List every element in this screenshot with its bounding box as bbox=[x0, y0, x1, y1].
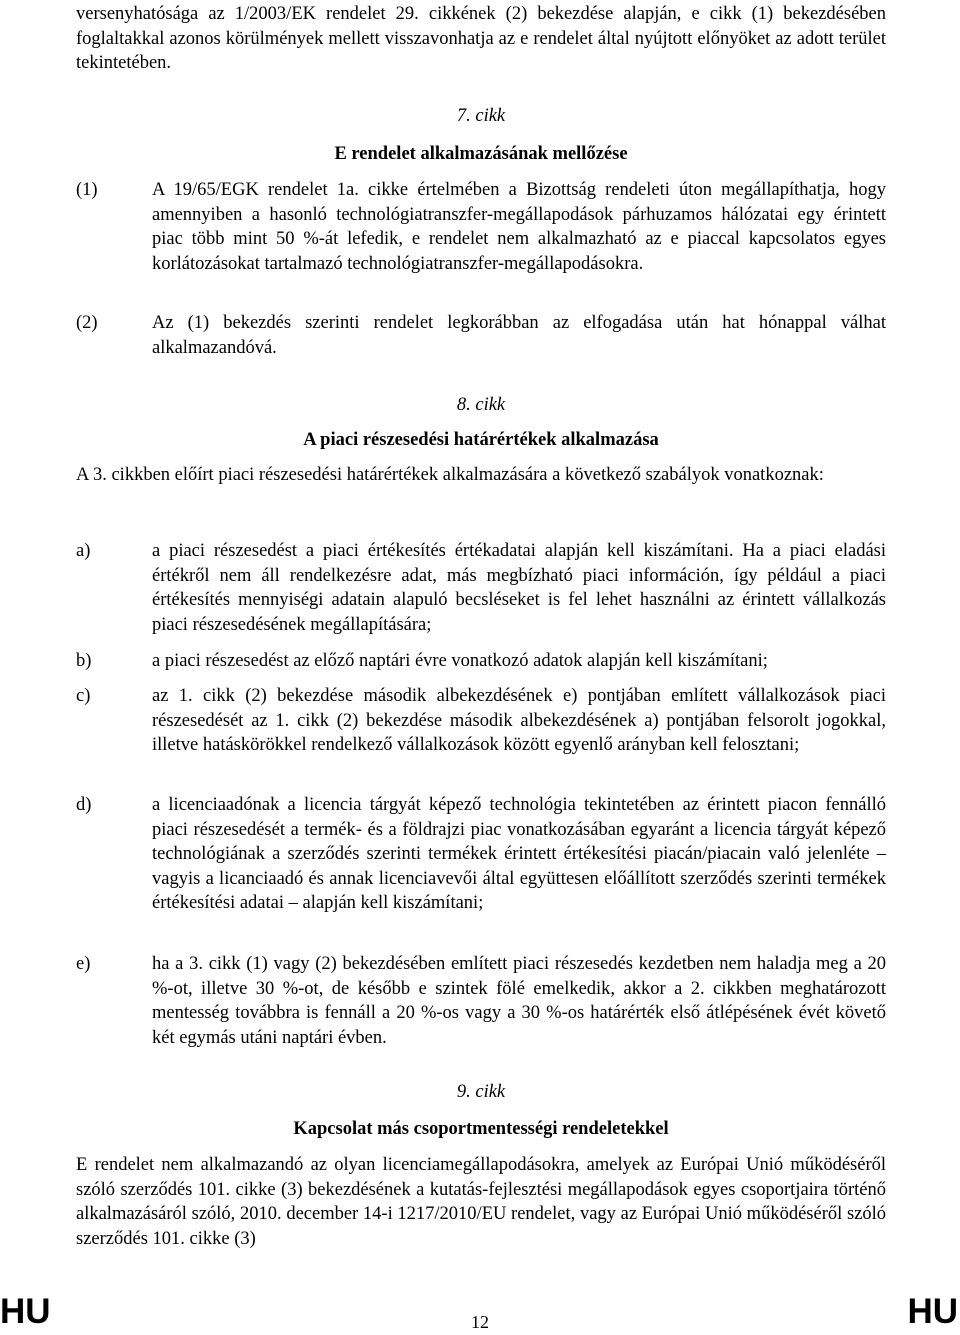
article-8-number: 8. cikk bbox=[456, 395, 506, 415]
article-7-para-1-text: A 19/65/EGK rendelet 1a. cikke értelmében a Bizottság rendeleti úton megállapíthatja, hogy amennyiben a hasonló technológiatranszfer-megállapodások párhuzamos hálózatai egy érintett piac több mint 50 %-át lefedik, e rendelet nem alkalmazható az e piaccal kapcsolatos egyes korlátozásokat tartalmazó technológiatranszfer-megállapodásokra. bbox=[152, 180, 886, 274]
list-item-d-text: a licenciaadónak a licencia tárgyát képező technológia tekintetében az érintett piacon fennálló piaci részesedését a termék- és a földrajzi piac vonatkozásában egyaránt a licencia tárgyát képező technológiának a szerződés szerinti termékek érintett értékesítési piacán/piacain való jelenléte – vagyis a licanciaadó és annak licenciavevői által együttesen előállított szerződés szerinti termékek értékesítési adatai – alapján kell kiszámítani; bbox=[152, 795, 886, 914]
list-item-a-label: a) bbox=[76, 541, 91, 561]
list-item-e-text: ha a 3. cikk (1) vagy (2) bekezdésében említett piaci részesedés kezdetben nem haladja meg a 20 %-ot, illetve 30 %-ot, de később e szintek fölé emelkedik, akkor a 2. cikkben meghatározott mentesség továbbra is fennáll a 20 %-os vagy a 30 %-os határérték első átlépésének évét követő két egymás utáni naptári évben. bbox=[152, 954, 886, 1048]
article-7-para-1-number: (1) bbox=[76, 180, 98, 200]
list-item-c-label: c) bbox=[76, 686, 91, 706]
page-number: 12 bbox=[471, 1312, 489, 1332]
footer-language-left: HU bbox=[0, 1292, 51, 1331]
article-9-number: 9. cikk bbox=[456, 1082, 506, 1102]
article-8-intro: A 3. cikkben előírt piaci részesedési határértékek alkalmazására a következő szabályok vonatkoznak: bbox=[76, 465, 824, 485]
article-9-text: E rendelet nem alkalmazandó az olyan licenciamegállapodásokra, amelyek az Európai Unió működéséről szóló szerződés 101. cikke (3) bekezdésének a kutatás-fejlesztési megállapodások egyes csoportjaira történő alkalmazásáról szóló, 2010. december 14-i 1217/2010/EU rendelet, vagy az Európai Unió működéséről szóló szerződés 101. cikke (3) bbox=[76, 1155, 886, 1249]
list-item-c-text: az 1. cikk (2) bekezdése második albekezdésének e) pontjában említett vállalkozások piaci részesedését az 1. cikk (2) bekezdése második albekezdésének a) pontjában felsorolt jogokkal, illetve hatáskörökkel rendelkező vállalkozások között egyenlő arányban kell felosztani; bbox=[152, 686, 886, 756]
list-item-d-label: d) bbox=[76, 795, 92, 815]
list-item-b-label: b) bbox=[76, 651, 92, 671]
list-item-b-text: a piaci részesedést az előző naptári évre vonatkozó adatok alapján kell kiszámítani; bbox=[152, 651, 768, 671]
list-item-e-label: e) bbox=[76, 954, 91, 974]
intro-paragraph: versenyhatósága az 1/2003/EK rendelet 29. cikkének (2) bekezdése alapján, e cikk (1) bekezdésében foglaltakkal azonos körülmények mellett visszavonhatja az e rendelet által nyújtott előnyöket az adott terület tekintetében. bbox=[76, 4, 886, 74]
article-7-para-2-number: (2) bbox=[76, 313, 98, 333]
footer-language-right: HU bbox=[907, 1292, 958, 1331]
article-7-title: E rendelet alkalmazásának mellőzése bbox=[334, 144, 628, 164]
list-item-a-text: a piaci részesedést a piaci értékesítés értékadatai alapján kell kiszámítani. Ha a piaci eladási értékről nem áll rendelkezésre adat, más megbízható piaci információn, így például a piaci értékesítés mennyiségi adatain alapuló becsléseket is fel lehet használni az érintett vállalkozás piaci részesedésének megállapítására; bbox=[152, 541, 886, 635]
article-9-title: Kapcsolat más csoportmentességi rendeletekkel bbox=[293, 1119, 669, 1139]
article-7-para-2-text: Az (1) bekezdés szerinti rendelet legkorábban az elfogadása után hat hónappal válhat alkalmazandóvá. bbox=[152, 313, 886, 358]
article-8-title: A piaci részesedési határértékek alkalmazása bbox=[303, 430, 659, 450]
article-7-number: 7. cikk bbox=[456, 106, 506, 126]
